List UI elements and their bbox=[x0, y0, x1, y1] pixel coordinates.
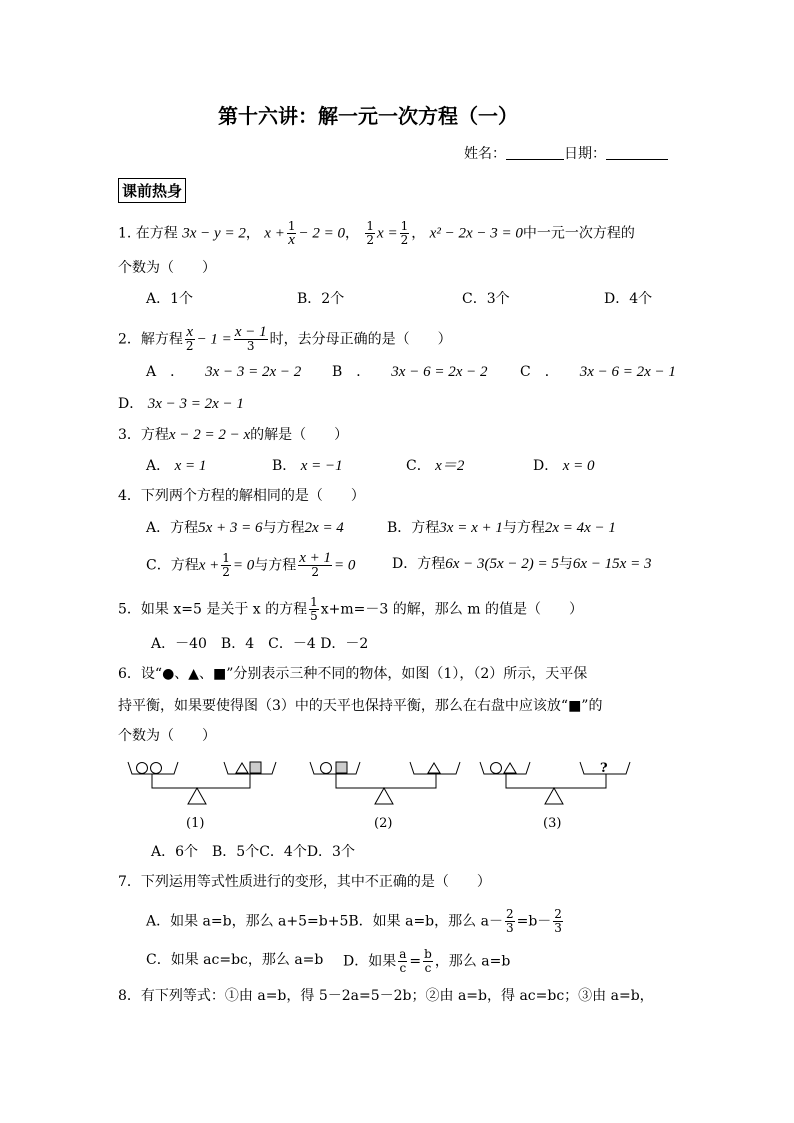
square-icon bbox=[336, 762, 347, 773]
question-mark: ? bbox=[600, 761, 608, 776]
square-icon bbox=[250, 762, 261, 773]
question-3: 3．方程x − 2 = 2 − x的解是（ ） bbox=[118, 427, 349, 443]
q2-option-d[interactable]: D． 3x − 3 = 2x − 1 bbox=[118, 396, 244, 412]
q4-option-d[interactable]: D．方程6x − 3(5x − 2) = 5与6x − 15x = 3 bbox=[392, 556, 652, 572]
question-6-line1: 6．设“●、▲、■”分别表示三种不同的物体，如图（1），（2）所示，天平保 bbox=[118, 666, 588, 682]
triangle-icon bbox=[236, 763, 248, 773]
q3-option-a[interactable]: A． x = 1 bbox=[146, 458, 207, 474]
date-blank[interactable] bbox=[606, 145, 668, 160]
section-title: 课前热身 bbox=[118, 178, 186, 203]
question-1: 1. 在方程 3x − y = 2， x + $\frac{1}{x}$ − 2 = 0， $\frac{1}{2}$ x = $\frac{1}{2}$ ， x² − 2x − 3 = 0中一元一次方程的 bbox=[118, 219, 635, 248]
page-title: 第十六讲：解一元一次方程（一） bbox=[218, 104, 518, 128]
question-2: 2．解方程 $\frac{x}{2}$ − 1 = $\frac{x - 1}{3}$ 时，去分母正确的是（ ） bbox=[118, 324, 452, 353]
question-5: 5．如果 x=5 是关于 x 的方程 $\frac{1}{5}$ x+m=－3 的解，那么 m 的值是（ ） bbox=[118, 595, 583, 623]
circle-icon bbox=[321, 763, 332, 774]
q2-option-a[interactable]: A ． 3x − 3 = 2x − 2 bbox=[146, 364, 302, 380]
q6-options[interactable]: A．6个 B．5个C．4个D．3个 bbox=[151, 844, 355, 860]
q3-option-b[interactable]: B． x = −1 bbox=[272, 458, 343, 474]
question-4: 4．下列两个方程的解相同的是（ ） bbox=[118, 488, 365, 504]
name-label: 姓名： bbox=[464, 146, 506, 162]
caption-1: (1) bbox=[186, 816, 205, 831]
name-date-line bbox=[464, 144, 668, 164]
triangle-icon bbox=[428, 763, 440, 773]
question-7: 7．下列运用等式性质进行的变形，其中不正确的是（ ） bbox=[118, 874, 491, 890]
q1-option-d[interactable]: D．4个 bbox=[604, 291, 653, 307]
q1-option-c[interactable]: C．3个 bbox=[462, 291, 510, 307]
caption-2: (2) bbox=[374, 816, 393, 831]
q1-option-b[interactable]: B．2个 bbox=[297, 291, 345, 307]
balance-1 bbox=[128, 762, 276, 804]
q5-options[interactable]: A．－40 B．4 C．－4 D．－2 bbox=[151, 636, 369, 652]
date-label: 日期： bbox=[564, 146, 606, 162]
q4-option-c[interactable]: C．方程x + $\frac{1}{2}$ = 0与方程 $\frac{x + 1}{2}$ = 0 bbox=[146, 550, 356, 579]
balance-figures bbox=[120, 752, 660, 814]
q3-option-d[interactable]: D． x = 0 bbox=[533, 458, 595, 474]
question-8: 8．有下列等式：①由 a=b，得 5－2a=5－2b；②由 a=b，得 ac=bc；③由 a=b， bbox=[118, 988, 654, 1004]
q2-option-c[interactable]: C ． 3x − 6 = 2x − 1 bbox=[520, 364, 676, 380]
q7-option-d[interactable]: D．如果 $\frac{a}{c}$ = $\frac{b}{c}$ ，那么 a=b bbox=[343, 947, 511, 975]
q2-option-b[interactable]: B ． 3x − 6 = 2x − 2 bbox=[332, 364, 488, 380]
name-blank[interactable] bbox=[506, 145, 564, 160]
q7-option-ab[interactable]: A．如果 a=b，那么 a+5=b+5B．如果 a=b，那么 a－ $\frac{2}{3}$ =b－ $\frac{2}{3}$ bbox=[146, 907, 562, 935]
question-6-line2: 持平衡，如果要使得图（3）中的天平也保持平衡，那么在右盘中应该放“■”的 bbox=[118, 698, 603, 714]
q3-option-c[interactable]: C． x＝2 bbox=[406, 458, 465, 474]
question-6-line3: 个数为（ ） bbox=[118, 728, 216, 744]
q4-option-a[interactable]: A．方程5x + 3 = 6与方程2x = 4 bbox=[146, 520, 344, 536]
circle-icon bbox=[137, 763, 148, 774]
q1-option-a[interactable]: A．1个 bbox=[146, 291, 194, 307]
caption-3: (3) bbox=[543, 816, 562, 831]
circle-icon bbox=[151, 763, 162, 774]
q7-option-c[interactable]: C．如果 ac=bc，那么 a=b bbox=[146, 952, 324, 968]
circle-icon bbox=[491, 763, 502, 774]
triangle-icon bbox=[504, 763, 516, 773]
balance-2 bbox=[310, 762, 460, 804]
q4-option-b[interactable]: B．方程3x = x + 1与方程2x = 4x − 1 bbox=[387, 520, 616, 536]
question-1-line2: 个数为（ ） bbox=[118, 260, 216, 276]
